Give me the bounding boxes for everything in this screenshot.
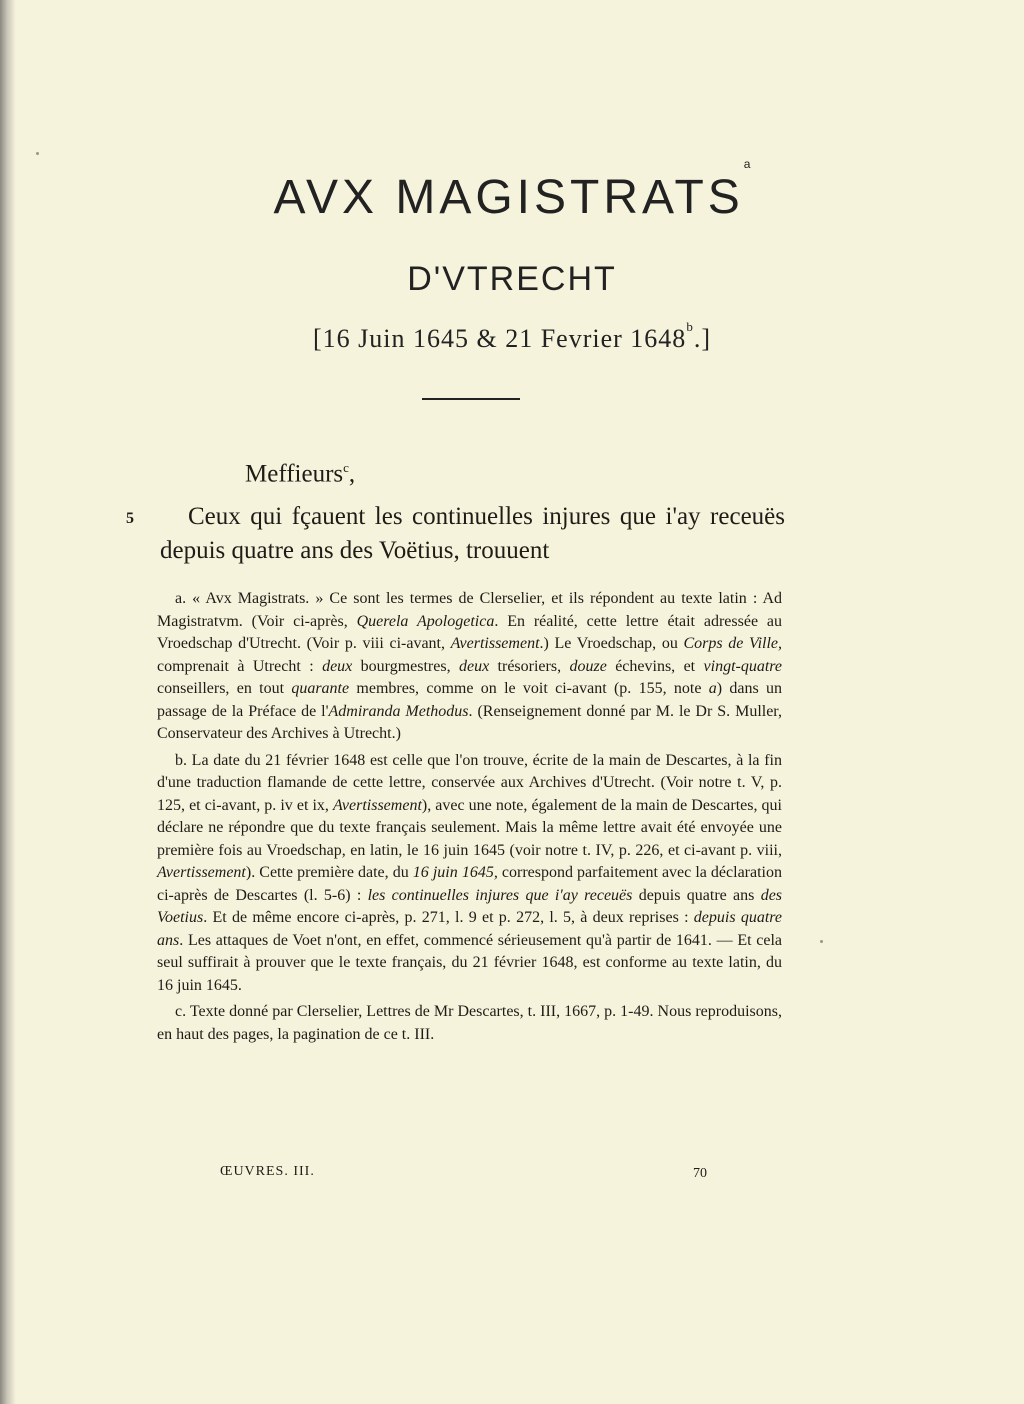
paper-speck xyxy=(820,940,823,943)
footnote-a-italic: Querela Apologetica xyxy=(356,612,495,630)
footnote-b-italic: Avertissement xyxy=(157,864,246,881)
letter-body: Ceux qui fçauent les continuelles injures que i'ay receuës depuis quatre ans des Voëtius, trouuent xyxy=(160,503,785,564)
page-title xyxy=(0,157,1024,225)
footnote-a-text: . (Renseignement donné par M. le Dr S. Muller, Conservateur des Archives à Utrecht.) xyxy=(157,702,782,742)
footnote-a-italic: Admiranda Methodus xyxy=(328,702,469,720)
footnote-a-italic: a xyxy=(708,680,717,697)
dateline xyxy=(0,319,1024,354)
page-subtitle: D'VTRECHT xyxy=(407,260,617,298)
dateline-close: .] xyxy=(693,324,711,353)
footer-page-number: 70 xyxy=(693,1166,707,1181)
salutation-text: Meffieurs xyxy=(245,460,344,488)
title-rule xyxy=(422,398,520,400)
footnote-a-italic: vingt-quatre xyxy=(703,657,783,675)
footnote-b-text: correspond parfaitement avec la déclaration ci-après de Descartes (l. 5-6) : xyxy=(157,864,783,904)
footnote-a-italic: quarante xyxy=(291,680,350,697)
dateline-footnote-marker: b xyxy=(686,319,694,335)
footnote-b-italic: les continuelles injures que i'ay receuës xyxy=(367,886,633,904)
footnote-b-text: b. La date du 21 février 1648 est celle que l'on trouve, écrite de la main de Descartes, à la fin d'une traduction flamande de cette lettre, conservée aux Archives d'Utrecht. (Voir notre t. V, p. 125, et ci-avant, p. iv et ix, xyxy=(157,751,782,814)
footnote-a-text: conseillers, en tout xyxy=(157,680,292,697)
footnote-b-italic: Avertissement xyxy=(333,796,422,814)
footnote-b-italic: 16 juin 1645, xyxy=(412,864,498,881)
footnote-a-text: échevins, et xyxy=(606,657,704,675)
footnote-c: c. Texte donné par Clerselier, Lettres de Mr Descartes, t. III, 1667, p. 1-49. Nous reproduisons, en haut des pages, la pagination de ce t. III. xyxy=(157,1003,782,1043)
footnote-a-text: trésoriers, xyxy=(489,657,570,675)
footnote-a-text: . En réalité, cette lettre était adressée au Vroedschap d'Utrecht. (Voir p. viii ci-avant, xyxy=(157,612,783,652)
footnote-b-text: . Les attaques de Voet n'ont, en effet, commencé sérieusement qu'à partir de 1641. — Et cela seul suffirait à prouver que le texte français, du 21 février 1648, est conforme au texte latin, du 16 juin 1645. xyxy=(157,931,782,994)
footnote-b xyxy=(157,750,782,998)
footnote-b-italic: des Voetius xyxy=(157,886,783,926)
footnote-a xyxy=(157,588,782,746)
footnote-a-text: comprenait à Utrecht : xyxy=(157,657,323,675)
footnote-a-text: a. « Avx Magistrats. » Ce sont les termes de Clerselier, et ils répondent au texte latin : Ad Magistratvm. (Voir ci-après, xyxy=(157,590,782,630)
footnote-b-text: . Et de même encore ci-après, p. 271, l. 9 et p. 272, l. 5, à deux reprises : xyxy=(203,909,694,926)
footnote-b-text: ), avec une note, également de la main de Descartes, qui déclare ne répondre que du texte français seulement. Mais la même lettre avait été envoyée une première fois au Vroedschap, en latin, le 16 juin 1645 (voir notre t. IV, p. 226, et ci-avant p. viii, xyxy=(157,796,782,859)
footnote-a-italic: douze xyxy=(569,657,607,675)
footnote-a-italic: deux xyxy=(458,657,490,675)
title-text: AVX MAGISTRATS xyxy=(273,171,744,224)
footnote-a-italic: deux xyxy=(322,657,353,675)
footnote-a-text: membres, comme on le voit ci-avant (p. 155, note xyxy=(349,680,709,697)
salutation xyxy=(245,460,355,488)
title-footnote-marker: a xyxy=(743,157,751,171)
dateline-text: [16 Juin 1645 & 21 Fevrier 1648 xyxy=(313,324,687,353)
footnote-a-text: bourgmestres, xyxy=(352,657,459,675)
footnote-a-text: .) Le Vroedschap, ou xyxy=(539,635,684,652)
footnote-b-text: depuis quatre ans xyxy=(632,886,761,904)
paper-speck xyxy=(36,152,39,155)
footnotes xyxy=(157,588,782,1050)
salutation-comma: , xyxy=(348,460,356,488)
footnote-a-italic: Avertissement xyxy=(450,635,540,652)
footnote-b-text: ). Cette première date, du xyxy=(245,864,413,881)
footer-signature: ŒUVRES. III. xyxy=(220,1164,315,1179)
footnote-a-italic: Corps de Ville, xyxy=(683,635,783,652)
line-number: 5 xyxy=(126,510,134,527)
footnote-b-italic: depuis quatre ans xyxy=(157,909,782,949)
salutation-footnote-marker: c xyxy=(343,460,349,475)
footnote-a-text: ) dans un passage de la Préface de l' xyxy=(157,680,782,720)
